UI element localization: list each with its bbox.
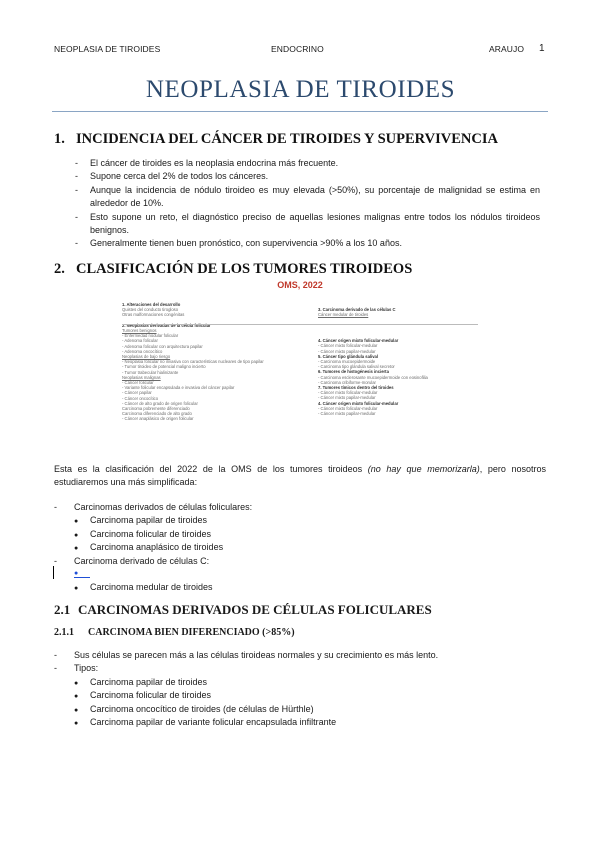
list-item: - Tipos: xyxy=(54,663,99,674)
figure-line: Carcinoma diferenciado de alto grado xyxy=(122,411,192,417)
list-item: ● Carcinoma oncocítico de tiroides (de células de Hürthle) xyxy=(74,703,314,714)
list-item: - Aunque la incidencia de nódulo tiroideo es muy elevada (>50%), su porcentaje de malignidad se estima en alrededor de 10%. xyxy=(75,184,540,209)
section-2-1-number: 2.1 xyxy=(54,602,71,617)
list-item: - Sus células se parecen más a las células tiroideas normales y su crecimiento es más lento. xyxy=(54,650,439,660)
bullet-text: Carcinoma papilar de tiroides xyxy=(90,676,208,687)
figure-line: Carcinoma pobremente diferenciado xyxy=(122,406,190,412)
section-2-1-title: CARCINOMAS DERIVADOS DE CÉLULAS FOLICULARES xyxy=(78,602,432,617)
figure-line: - Tumor trabecular hialinizante xyxy=(122,369,179,375)
figure-line: 4. Cáncer origen mixto folicular-medular xyxy=(318,400,399,406)
tipos-label: Tipos: xyxy=(74,663,99,674)
figure-line: - Carcinoma tipo glándula salival secretor xyxy=(318,364,395,370)
group-follicular-label: Carcinomas derivados de células foliculares: xyxy=(74,502,253,512)
intro-text: Esta es la clasificación del 2022 de la OMS de los tumores tiroideos xyxy=(54,464,368,474)
figure-line: Tumores benignos xyxy=(122,328,157,334)
simplified-classification xyxy=(54,501,534,594)
figure-title: OMS, 2022 xyxy=(277,280,323,290)
list-item: ● Carcinoma folicular de tiroides xyxy=(74,690,212,701)
section-2-1-heading xyxy=(54,602,432,618)
figure-line: - Carcinoma cribiforme-morular xyxy=(318,379,376,385)
list-item-text: El cáncer de tiroides es la neoplasia endocrina más frecuente. xyxy=(90,158,339,168)
section-2-1-1-heading xyxy=(54,627,295,638)
figure-line: - Cáncer anaplásico de origen folicular xyxy=(122,416,194,422)
list-item-text: Supone cerca del 2% de todos los cánceres. xyxy=(90,171,269,182)
section-2-heading xyxy=(54,261,412,278)
list-item: - Esto supone un reto, el diagnóstico preciso de aquellas lesiones malignas entre todos los nódulos tiroideos benignos. xyxy=(75,211,540,236)
section-1-number: 1. xyxy=(54,131,65,147)
bullet-text: Carcinoma oncocítico de tiroides (de células de Hürthle) xyxy=(90,703,314,714)
section-2-1-1-list xyxy=(54,649,534,729)
header-author: ARAUJO xyxy=(489,44,525,54)
figure-line: - Carcinoma mucoepidermoide xyxy=(318,359,376,365)
figure-line: 7. Tumores tímicos dentro del tiroides xyxy=(318,385,394,391)
section-2-1-1-number: 2.1.1 xyxy=(54,627,74,638)
figure-line: - Cáncer folicular xyxy=(122,380,154,386)
figure-line: - Cáncer mixto folicular-medular xyxy=(318,390,378,396)
list-item-text: Esto supone un reto, el diagnóstico preciso de aquellas lesiones malignas entre todos los nódulos tiroideos benignos. xyxy=(90,211,540,236)
page-title: NEOPLASIA DE TIROIDES xyxy=(145,76,456,103)
figure-line: - Variante folicular encapsulada e invasiva del cáncer papilar xyxy=(122,385,235,391)
section-1-heading xyxy=(54,131,498,148)
page-number: 1 xyxy=(539,43,545,54)
figure-line: - Cáncer papilar xyxy=(122,390,152,396)
list-item-text: Generalmente tienen buen pronóstico, con supervivencia >90% a los 10 años. xyxy=(90,238,402,249)
text-cursor xyxy=(53,566,54,579)
figure-line: - Cáncer mixto papilar-medular xyxy=(318,348,376,354)
figure-line: - Cáncer de alto grado de origen folicular xyxy=(122,400,198,406)
figure-line: - Tumor tiroideo de potencial maligno incierto xyxy=(122,364,206,370)
section-2-1-1-title: CARCINOMA BIEN DIFERENCIADO (>85%) xyxy=(88,627,295,638)
figure-line: Otras malformaciones congénitas xyxy=(122,312,185,318)
empty-bullet-row[interactable] xyxy=(54,568,534,581)
section-1-title: INCIDENCIA DEL CÁNCER DE TIROIDES Y SUPERVIVENCIA xyxy=(76,131,498,147)
figure-line: Neoplasias de bajo riesgo xyxy=(122,354,171,360)
figure-line: - Cáncer mixto folicular-medular xyxy=(318,405,378,411)
figure-line: - Cáncer mixto folicular-medular xyxy=(318,343,378,349)
list-item: - El cáncer de tiroides es la neoplasia endocrina más frecuente. xyxy=(75,158,339,168)
figure-line: - Adenoma folicular con arquitectura papilar xyxy=(122,343,203,349)
figure-line: Cáncer medular de tiroides xyxy=(318,312,369,318)
figure-line: - Enfermedad nodular folicular xyxy=(122,333,179,339)
bullet-text: Carcinoma folicular de tiroides xyxy=(90,528,212,539)
figure-line: 6. Tumores de histogénesis incierta xyxy=(318,369,389,375)
header-subject: ENDOCRINO xyxy=(271,44,324,54)
figure-line: - Adenoma oncocítico xyxy=(122,348,163,354)
list-item: ● Carcinoma papilar de tiroides xyxy=(74,676,208,687)
list-item: ● Carcinoma medular de tiroides xyxy=(74,581,213,592)
section-1-list xyxy=(60,157,540,251)
figure-line: - Adenoma folicular xyxy=(122,338,158,344)
section-2-title: CLASIFICACIÓN DE LOS TUMORES TIROIDEOS xyxy=(76,261,413,277)
bullet-text: Carcinoma papilar de tiroides xyxy=(90,515,208,526)
list-item: ● Carcinoma folicular de tiroides xyxy=(74,528,212,539)
figure-line: 1. Alteraciones del desarrollo xyxy=(122,302,181,307)
figure-line: Quistes del conducto tirogloso xyxy=(122,307,179,313)
figure-line: 5. Cáncer tipo glándula salival xyxy=(318,353,379,359)
section-2-number: 2. xyxy=(54,261,65,277)
header-doc-title: NEOPLASIA DE TIROIDES xyxy=(54,44,161,54)
figure-divider xyxy=(122,324,478,325)
list-item: - Generalmente tienen buen pronóstico, con supervivencia >90% a los 10 años. xyxy=(75,238,402,249)
list-item: ● Carcinoma papilar de tiroides xyxy=(74,515,208,526)
figure-line: - Neoplasia folicular no invasiva con características nucleares de tipo papilar xyxy=(122,359,264,365)
figure-line: 4. Cáncer origen mixto folicular-medular xyxy=(318,338,399,344)
list-item-text: Aunque la incidencia de nódulo tiroideo es muy elevada (>50%), su porcentaje de malignidad se estima en alrededor de 10%. xyxy=(90,184,540,209)
list-item: - Carcinomas derivados de células foliculares: xyxy=(54,502,253,512)
bullet-text: Carcinoma anaplásico de tiroides xyxy=(90,542,224,553)
figure-line: - Cáncer mixto papilar-medular xyxy=(318,411,376,417)
intro-text-end: , pero nosotros estudiaremos una más simplificada: xyxy=(54,464,546,488)
figure-line: Neoplasias malignas xyxy=(122,374,161,380)
figure-line: - Carcinoma esclerosante mucoepidermoide con eosinofilia xyxy=(318,374,428,380)
bullet-text: Carcinoma medular de tiroides xyxy=(90,581,213,592)
title-divider xyxy=(52,111,548,112)
empty-bullet-marker[interactable]: ● xyxy=(74,570,90,578)
list-item-text: Sus células se parecen más a las células tiroideas normales y su crecimiento es más lento. xyxy=(74,650,439,660)
intro-italic-note: (no hay que memorizarla) xyxy=(367,464,480,474)
figure-line: 3. Carcinoma derivado de las células C xyxy=(318,307,396,312)
who-classification-figure xyxy=(118,280,482,450)
classification-intro xyxy=(54,463,546,490)
figure-left-column xyxy=(122,302,264,422)
figure-line: - Cáncer oncocítico xyxy=(122,395,159,401)
list-item: ● Carcinoma papilar de variante folicular encapsulada infiltrante xyxy=(74,716,337,727)
list-item: ● Carcinoma anaplásico de tiroides xyxy=(74,542,224,553)
list-item: - Supone cerca del 2% de todos los cánceres. xyxy=(75,171,269,182)
group-c-cell-label: Carcinoma derivado de células C: xyxy=(74,555,210,566)
bullet-text: Carcinoma papilar de variante folicular encapsulada infiltrante xyxy=(90,716,337,727)
bullet-text: Carcinoma folicular de tiroides xyxy=(90,690,212,701)
list-item: - Carcinoma derivado de células C: xyxy=(54,555,210,566)
figure-line: - Cáncer mixto papilar-medular xyxy=(318,395,376,401)
figure-line: 2. Neoplasias derivadas de la célula folicular xyxy=(122,322,211,328)
